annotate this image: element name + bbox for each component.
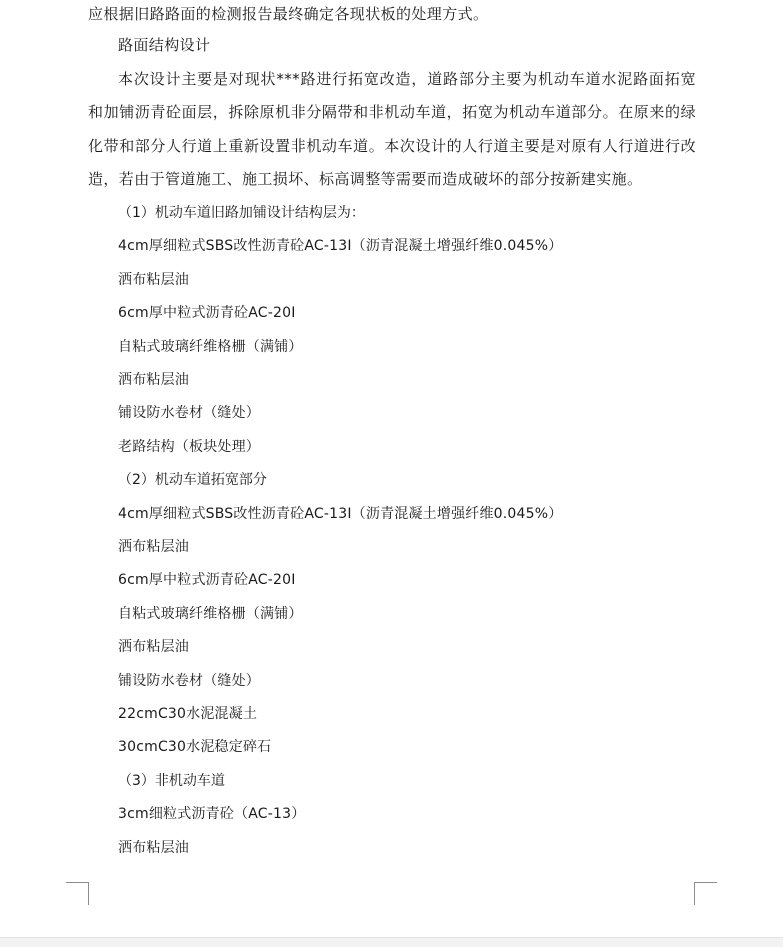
section-2-layer: 4cm厚细粒式SBS改性沥青砼AC-13I（沥青混凝土增强纤维0.045%）: [118, 505, 563, 522]
section-3-layer: 3cm细粒式沥青砼（AC-13）: [118, 806, 306, 823]
section-3-heading: （3）非机动车道: [118, 772, 225, 789]
section-2-layer: 洒布粘层油: [118, 539, 189, 556]
section-1-layer: 老路结构（板块处理）: [118, 438, 260, 455]
body-paragraph: 本次设计主要是对现状***路进行拓宽改造，道路部分主要为机动车道水泥路面拓宽和加铺沥青砼面层，拆除原机非分隔带和非机动车道，拓宽为机动车道部分。在原来的绿化带和部分人行道上重新设置非机动车道。本次设计的人行道主要是对原有人行道进行改造，若由于管道施工、施工损坏、标高调整等需要而造成破坏的部分按新建实施。: [88, 69, 696, 189]
section-2-layer: 30cmC30水泥稳定碎石: [118, 739, 272, 756]
section-1-layer: 洒布粘层油: [118, 271, 189, 288]
section-1-layer: 自粘式玻璃纤维格栅（满铺）: [118, 338, 303, 355]
section-1-layer: 6cm厚中粒式沥青砼AC-20I: [118, 305, 296, 322]
section-2-heading: （2）机动车道拓宽部分: [118, 472, 267, 489]
section-2-layer: 自粘式玻璃纤维格栅（满铺）: [118, 605, 303, 622]
section-2-layer: 22cmC30水泥混凝土: [118, 706, 258, 723]
document-content: [88, 0, 696, 865]
section-2-layer: 铺设防水卷材（缝处）: [118, 672, 260, 689]
section-1-layer: 4cm厚细粒式SBS改性沥青砼AC-13I（沥青混凝土增强纤维0.045%）: [118, 238, 563, 255]
section-heading: 路面结构设计: [118, 36, 211, 54]
section-3-layer: 洒布粘层油: [118, 839, 189, 856]
page-margin-corner-right: [694, 882, 717, 905]
section-1-layer: 洒布粘层油: [118, 372, 189, 388]
section-2-layer: 6cm厚中粒式沥青砼AC-20I: [118, 572, 296, 589]
section-1-layer: 铺设防水卷材（缝处）: [118, 405, 260, 422]
intro-line: 应根据旧路路面的检测报告最终确定各现状板的处理方式。: [88, 5, 489, 23]
section-2-layer: 洒布粘层油: [118, 639, 189, 656]
page-margin-corner-left: [66, 882, 89, 905]
section-1-heading: （1）机动车道旧路加铺设计结构层为：: [118, 204, 365, 221]
